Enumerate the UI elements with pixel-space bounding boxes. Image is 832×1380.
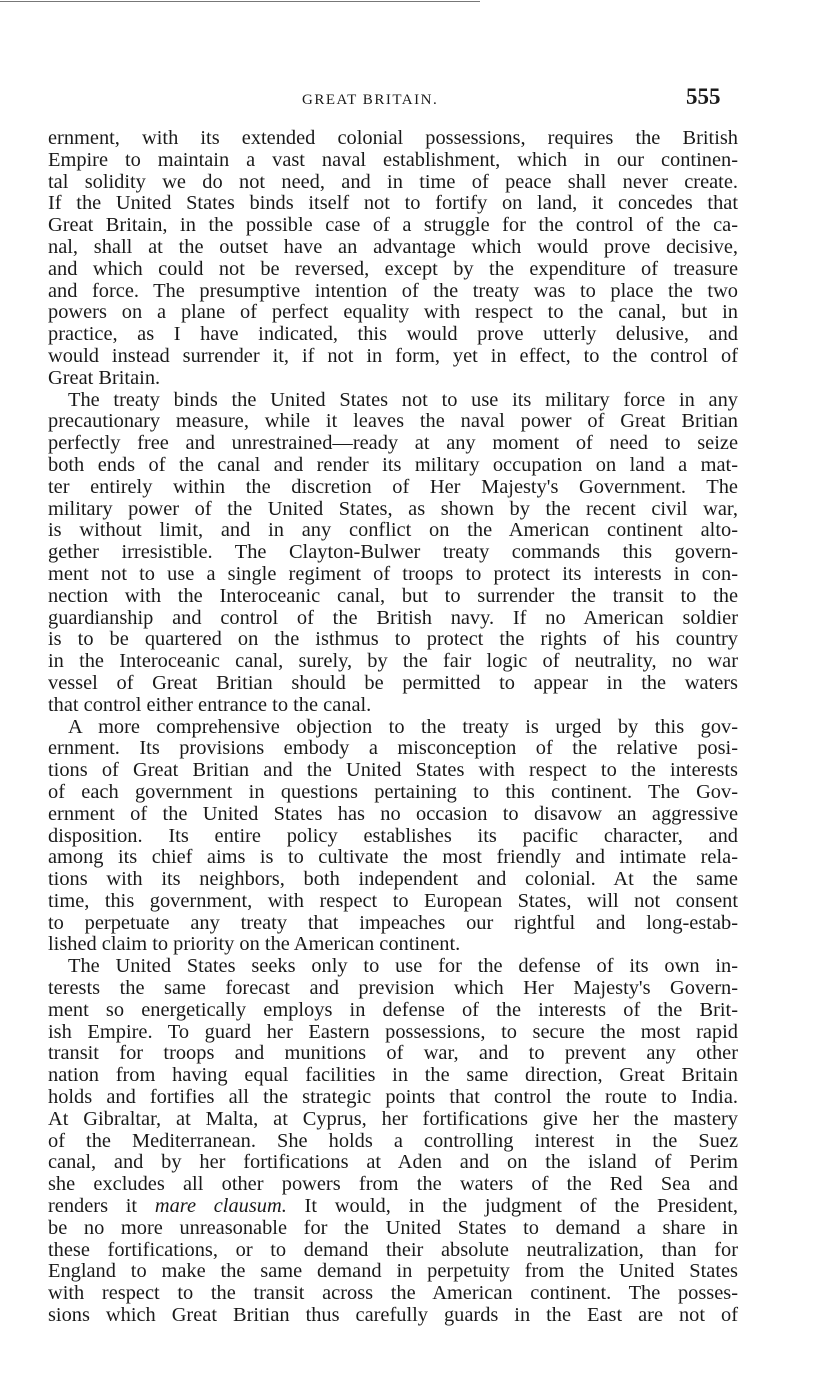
text-line: ment so energetically employs in defense of the interests of the Brit-	[48, 998, 738, 1021]
running-title: GREAT BRITAIN.	[302, 92, 439, 108]
text-line: and which could not be reversed, except by the expenditure of treasure	[48, 257, 738, 280]
text-line: these fortifications, or to demand their absolute neutralization, than for	[48, 1238, 738, 1261]
page-number: 555	[686, 84, 721, 109]
text-line: and force. The presumptive intention of the treaty was to place the two	[48, 279, 738, 302]
text-line: is without limit, and in any conflict on the American continent alto-	[48, 519, 738, 542]
text-line: tal solidity we do not need, and in time of peace shall never create.	[48, 170, 738, 193]
text-line: nection with the Interoceanic canal, but to surrender the transit to the	[48, 584, 738, 607]
text-line: time, this government, with respect to European States, will not consent	[48, 889, 738, 912]
italic-phrase: mare clausum.	[154, 1195, 287, 1218]
body-text	[48, 128, 738, 1327]
paragraph-2	[48, 390, 738, 717]
text-line: sions which Great Britian thus carefully guards in the East are not of	[48, 1304, 738, 1327]
text-line: of each government in questions pertaining to this continent. The Gov-	[48, 780, 738, 803]
text-line: Great Britain.	[48, 366, 161, 389]
text-line: ernment of the United States has no occasion to disavow an aggressive	[48, 802, 738, 825]
paragraph-1	[48, 128, 738, 390]
text-line: holds and fortifies all the strategic points that control the route to India.	[48, 1086, 738, 1109]
text-line-with-italic	[48, 1196, 738, 1218]
top-rule	[0, 1, 480, 2]
text-line: If the United States binds itself not to fortify on land, it concedes that	[48, 192, 738, 215]
text-segment: renders it	[48, 1195, 155, 1218]
text-line: of the Mediterranean. She holds a controlling interest in the Suez	[48, 1129, 738, 1152]
text-line: disposition. Its entire policy establishes its pacific character, and	[48, 824, 738, 847]
text-line: guardianship and control of the British navy. If no American soldier	[48, 606, 738, 629]
text-line: that control either entrance to the canal.	[48, 693, 372, 716]
text-line: military power of the United States, as shown by the recent civil war,	[48, 497, 738, 520]
text-line: precautionary measure, while it leaves the naval power of Great Britian	[48, 410, 738, 433]
page-header	[0, 84, 832, 116]
text-line: with respect to the transit across the American continent. The posses-	[48, 1282, 738, 1305]
text-line: would instead surrender it, if not in form, yet in effect, to the control of	[48, 344, 738, 367]
text-line: gether irresistible. The Clayton-Bulwer treaty commands this govern-	[48, 541, 738, 564]
text-line: Great Britain, in the possible case of a struggle for the control of the ca-	[48, 214, 738, 237]
text-line: ter entirely within the discretion of Her Majesty's Government. The	[48, 475, 738, 498]
text-line: nal, shall at the outset have an advantage which would prove decisive,	[48, 235, 738, 258]
text-line: nation from having equal facilities in the same direction, Great Britain	[48, 1064, 738, 1087]
text-line: England to make the same demand in perpetuity from the United States	[48, 1260, 738, 1283]
text-line: perfectly free and unrestrained—ready at any moment of need to seize	[48, 432, 738, 455]
text-line: she excludes all other powers from the waters of the Red Sea and	[48, 1173, 738, 1196]
text-line: The treaty binds the United States not to use its military force in any	[68, 388, 738, 411]
text-line: is to be quartered on the isthmus to protect the rights of his country	[48, 628, 738, 651]
text-line: both ends of the canal and render its military occupation on land a mat-	[48, 453, 738, 476]
text-line: in the Interoceanic canal, surely, by the fair logic of neutrality, no war	[48, 650, 738, 673]
paragraph-3	[48, 717, 738, 957]
paragraph-4	[48, 956, 738, 1327]
text-line: ish Empire. To guard her Eastern possessions, to secure the most rapid	[48, 1020, 738, 1043]
text-line: be no more unreasonable for the United States to demand a share in	[48, 1216, 738, 1239]
text-line: Empire to maintain a vast naval establishment, which in our continen-	[48, 148, 738, 171]
text-line: tions with its neighbors, both independent and colonial. At the same	[48, 868, 738, 891]
text-line: tions of Great Britian and the United States with respect to the interests	[48, 759, 738, 782]
text-line: transit for troops and munitions of war, and to prevent any other	[48, 1042, 738, 1065]
text-line: terests the same forecast and prevision which Her Majesty's Govern-	[48, 977, 738, 1000]
text-line: to perpetuate any treaty that impeaches our rightful and long-estab-	[48, 911, 738, 934]
text-line: The United States seeks only to use for the defense of its own in-	[68, 955, 738, 978]
text-line: ment not to use a single regiment of troops to protect its interests in con-	[48, 562, 738, 585]
text-line: powers on a plane of perfect equality with respect to the canal, but in	[48, 301, 738, 324]
text-segment: It would, in the judgment of the President,	[286, 1195, 738, 1218]
text-line: At Gibraltar, at Malta, at Cyprus, her fortifications give her the mastery	[48, 1107, 738, 1130]
text-line: ernment, with its extended colonial possessions, requires the British	[48, 127, 738, 149]
text-line: lished claim to priority on the American continent.	[48, 933, 461, 956]
text-line: among its chief aims is to cultivate the most friendly and intimate rela-	[48, 846, 738, 869]
text-line: ernment. Its provisions embody a misconception of the relative posi-	[48, 737, 738, 760]
text-line: canal, and by her fortifications at Aden and on the island of Perim	[48, 1151, 738, 1174]
text-line: A more comprehensive objection to the treaty is urged by this gov-	[68, 715, 738, 738]
text-line: vessel of Great Britian should be permitted to appear in the waters	[48, 671, 738, 694]
text-line: practice, as I have indicated, this would prove utterly delusive, and	[48, 323, 738, 346]
